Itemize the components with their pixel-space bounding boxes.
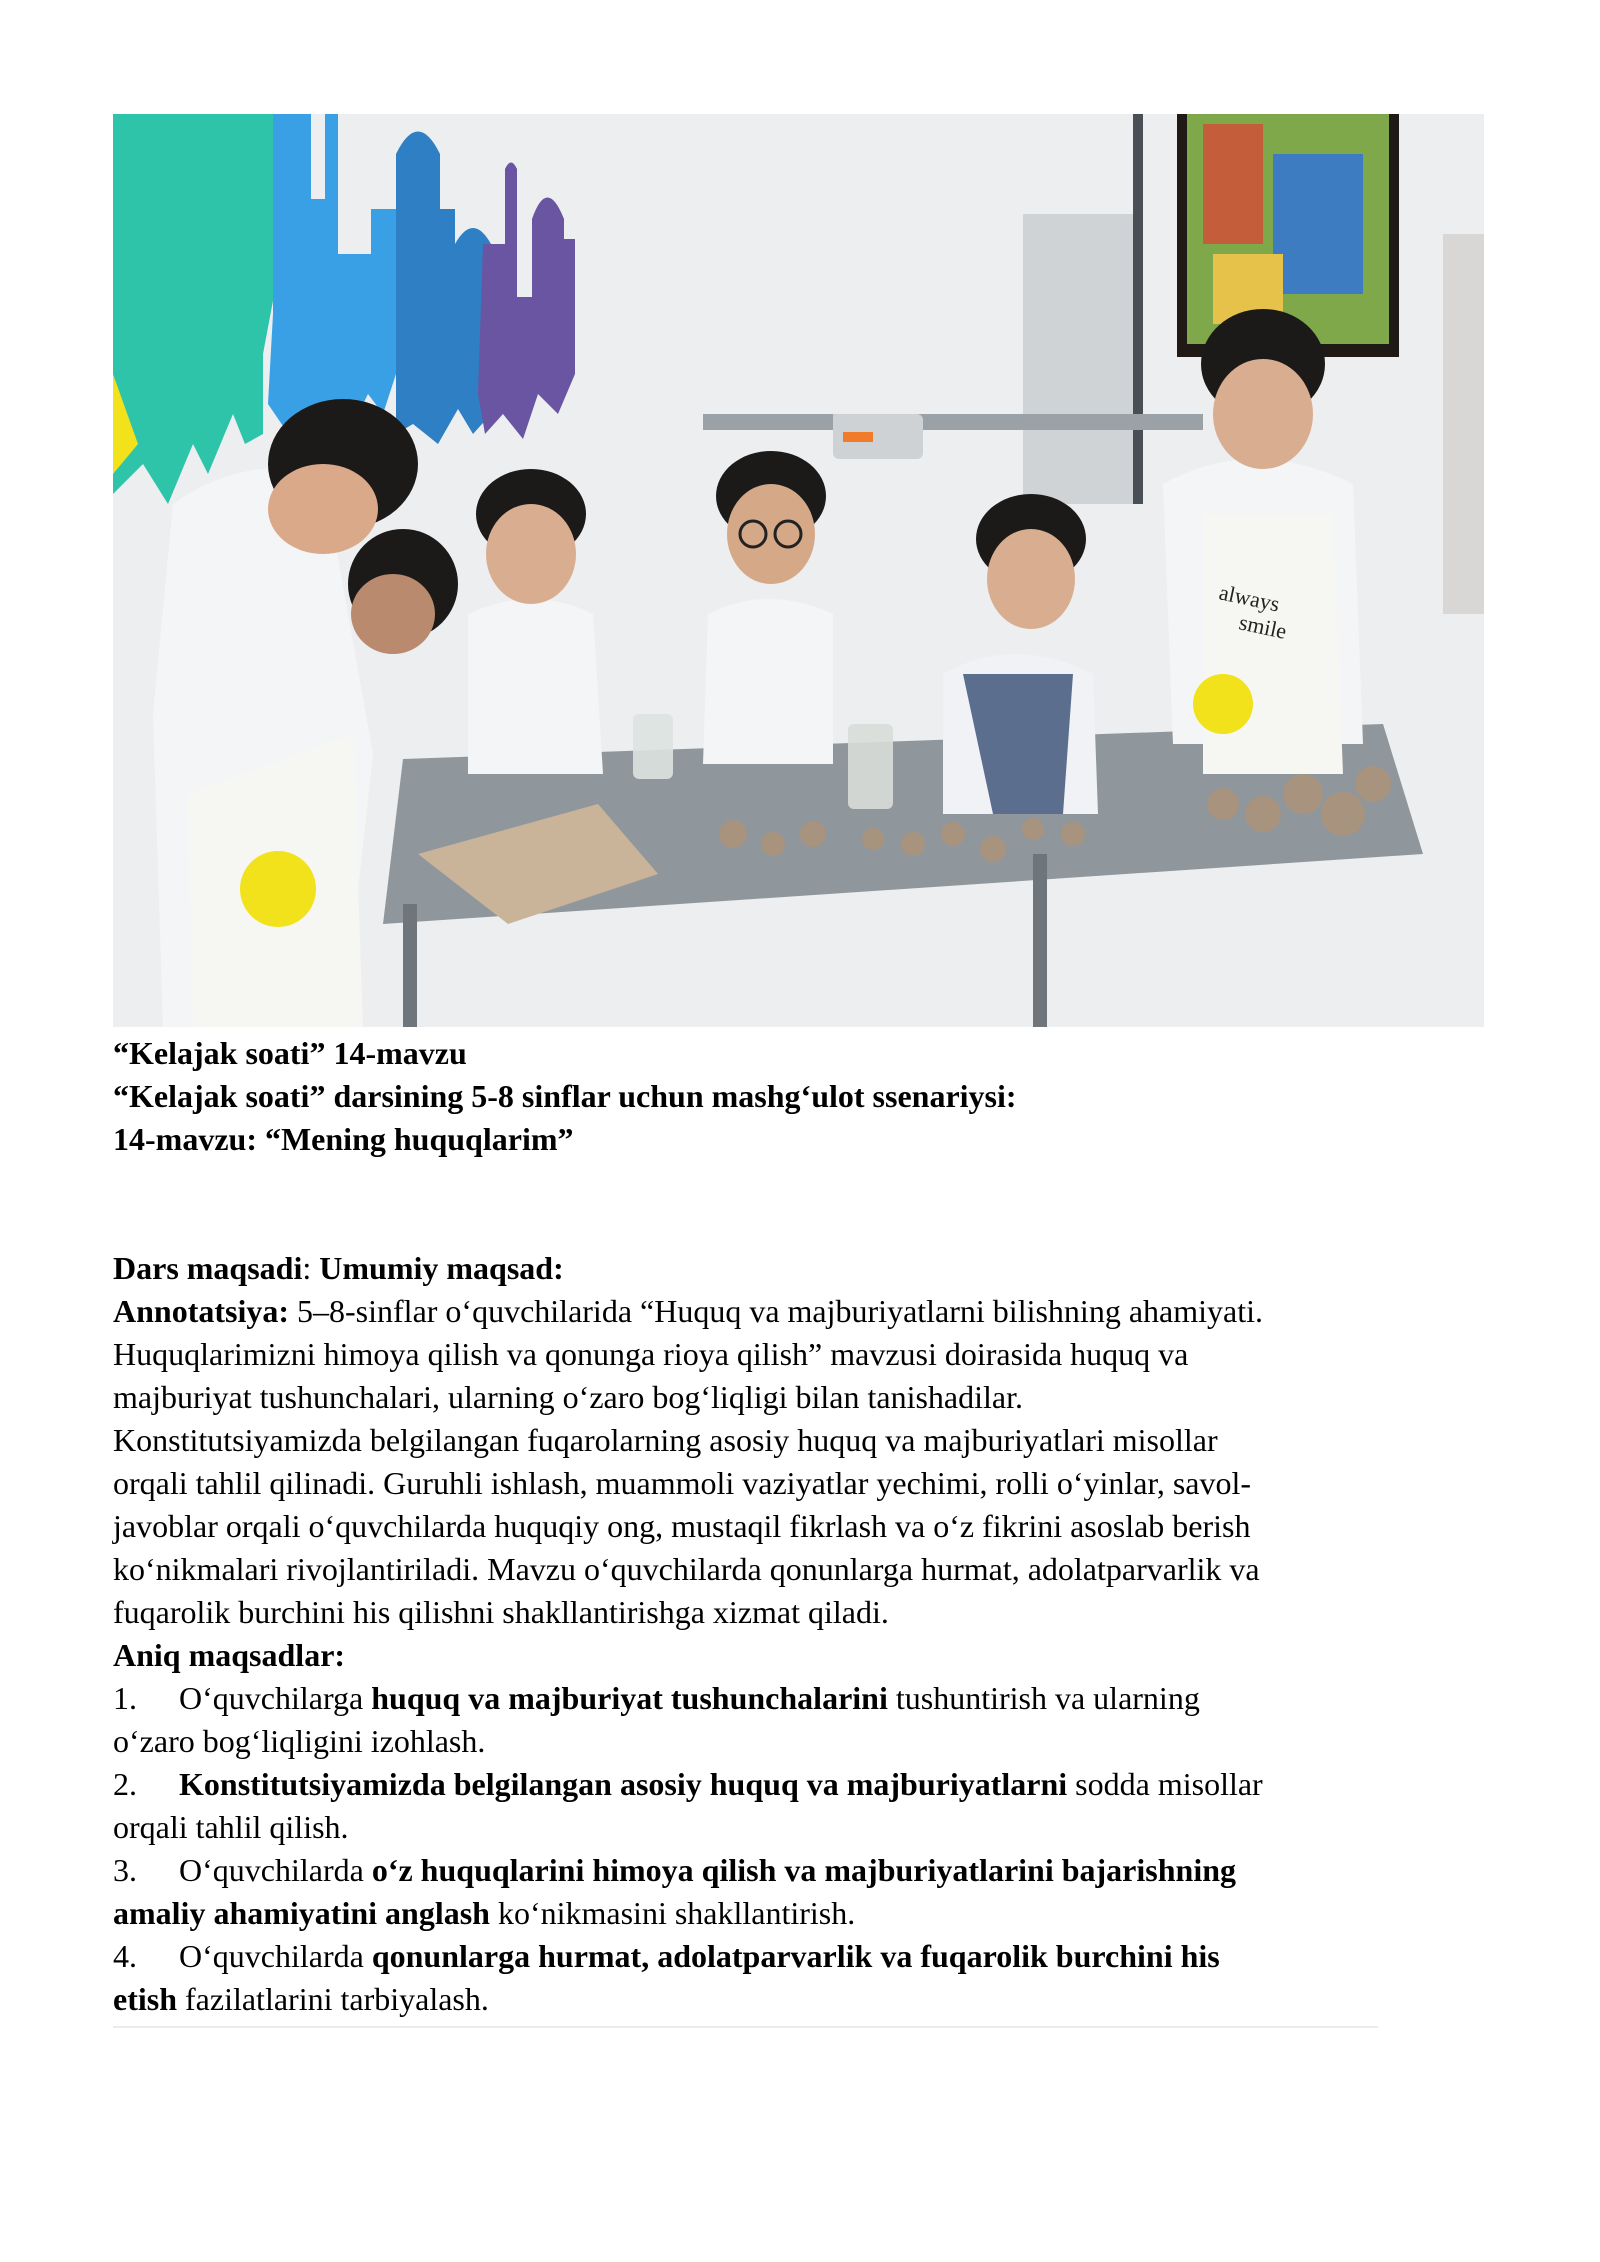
annotation-line: Konstitutsiyamizda belgilangan fuqarolarning asosiy huquq va majburiyatlari misollar	[113, 1422, 1218, 1458]
objective-bold-text: etish	[113, 1981, 177, 2017]
annotation-line: ko‘nikmalari rivojlantiriladi. Mavzu o‘quvchilarda qonunlarga hurmat, adolatparvarlik va	[113, 1551, 1260, 1587]
svg-text:smile: smile	[1236, 609, 1289, 644]
document-body	[113, 1032, 1485, 2021]
title-line-3: 14-mavzu: “Mening huquqlarim”	[113, 1121, 574, 1157]
title-line-1: “Kelajak soati” 14-mavzu	[113, 1035, 467, 1071]
objective-item-3-cont	[113, 1892, 1485, 1935]
objective-number: 2.	[113, 1766, 137, 1802]
document-page	[113, 114, 1485, 2021]
objective-text: O‘quvchilarda	[179, 1938, 372, 1974]
annotation-paragraph	[113, 1290, 1485, 1333]
objective-item-2	[113, 1763, 1485, 1806]
bottom-divider	[113, 2026, 1378, 2028]
objective-item-1-cont	[113, 1720, 1485, 1763]
objective-bold-text: o‘z huquqlarini himoya qilish va majburiyatlarini bajarishning	[371, 1852, 1236, 1888]
objective-text: fazilatlarini tarbiyalash.	[177, 1981, 489, 2017]
objective-number: 1.	[113, 1680, 137, 1716]
annotation-line: Huquqlarimizni himoya qilish va qonunga rioya qilish” mavzusi doirasida huquq va	[113, 1336, 1189, 1372]
objective-bold-text: huquq va majburiyat tushunchalarini	[371, 1680, 888, 1716]
objectives-list	[113, 1677, 1485, 2021]
objective-text: o‘zaro bog‘liqligini izohlash.	[113, 1723, 486, 1759]
objective-number: 3.	[113, 1852, 137, 1888]
classroom-photo	[113, 114, 1484, 1027]
objective-item-4-cont	[113, 1978, 1485, 2021]
objective-text: orqali tahlil qilish.	[113, 1809, 349, 1845]
objectives-title: Aniq maqsadlar:	[113, 1637, 346, 1673]
svg-text:always: always	[1216, 579, 1282, 617]
lesson-goal-label: Dars maqsadi	[113, 1250, 303, 1286]
objective-text: tushuntirish va ularning	[887, 1680, 1200, 1716]
objective-item-4	[113, 1935, 1485, 1978]
annotation-label: Annotatsiya:	[113, 1293, 290, 1329]
annotation-line: orqali tahlil qilinadi. Guruhli ishlash, muammoli vaziyatlar yechimi, rolli o‘yinlar, savol-	[113, 1465, 1252, 1501]
title-line-2: “Kelajak soati” darsining 5-8 sinflar uchun mashg‘ulot ssenariysi:	[113, 1078, 1017, 1114]
objective-number: 4.	[113, 1938, 137, 1974]
objective-item-1	[113, 1677, 1485, 1720]
objective-item-3	[113, 1849, 1485, 1892]
objective-text: O‘quvchilarda	[179, 1852, 372, 1888]
objective-text: ko‘nikmasini shakllantirish.	[489, 1895, 856, 1931]
objective-item-2-cont	[113, 1806, 1485, 1849]
objective-text: O‘quvchilarga	[179, 1680, 372, 1716]
objective-text: sodda misollar	[1067, 1766, 1263, 1802]
photo-illustration	[113, 114, 1484, 1027]
lesson-goal	[113, 1247, 1485, 1290]
objective-bold-text: amaliy ahamiyatini anglash	[113, 1895, 490, 1931]
spacer	[113, 1161, 1485, 1247]
objective-bold-text: qonunlarga hurmat, adolatparvarlik va fuqarolik burchini his	[371, 1938, 1220, 1974]
annotation-line: majburiyat tushunchalari, ularning o‘zaro bog‘liqligi bilan tanishadilar.	[113, 1379, 1023, 1415]
lesson-goal-colon: :	[302, 1250, 312, 1286]
annotation-line: 5–8-sinflar o‘quvchilarida “Huquq va majburiyatlarni bilishning ahamiyati.	[289, 1293, 1263, 1329]
objective-bold-text: Konstitutsiyamizda belgilangan asosiy huquq va majburiyatlarni	[179, 1766, 1068, 1802]
lesson-goal-value: Umumiy maqsad:	[311, 1250, 564, 1286]
annotation-line: javoblar orqali o‘quvchilarda huquqiy ong, mustaqil fikrlash va o‘z fikrini asoslab berish	[113, 1508, 1251, 1544]
annotation-line: fuqarolik burchini his qilishni shakllantirishga xizmat qiladi.	[113, 1594, 889, 1630]
